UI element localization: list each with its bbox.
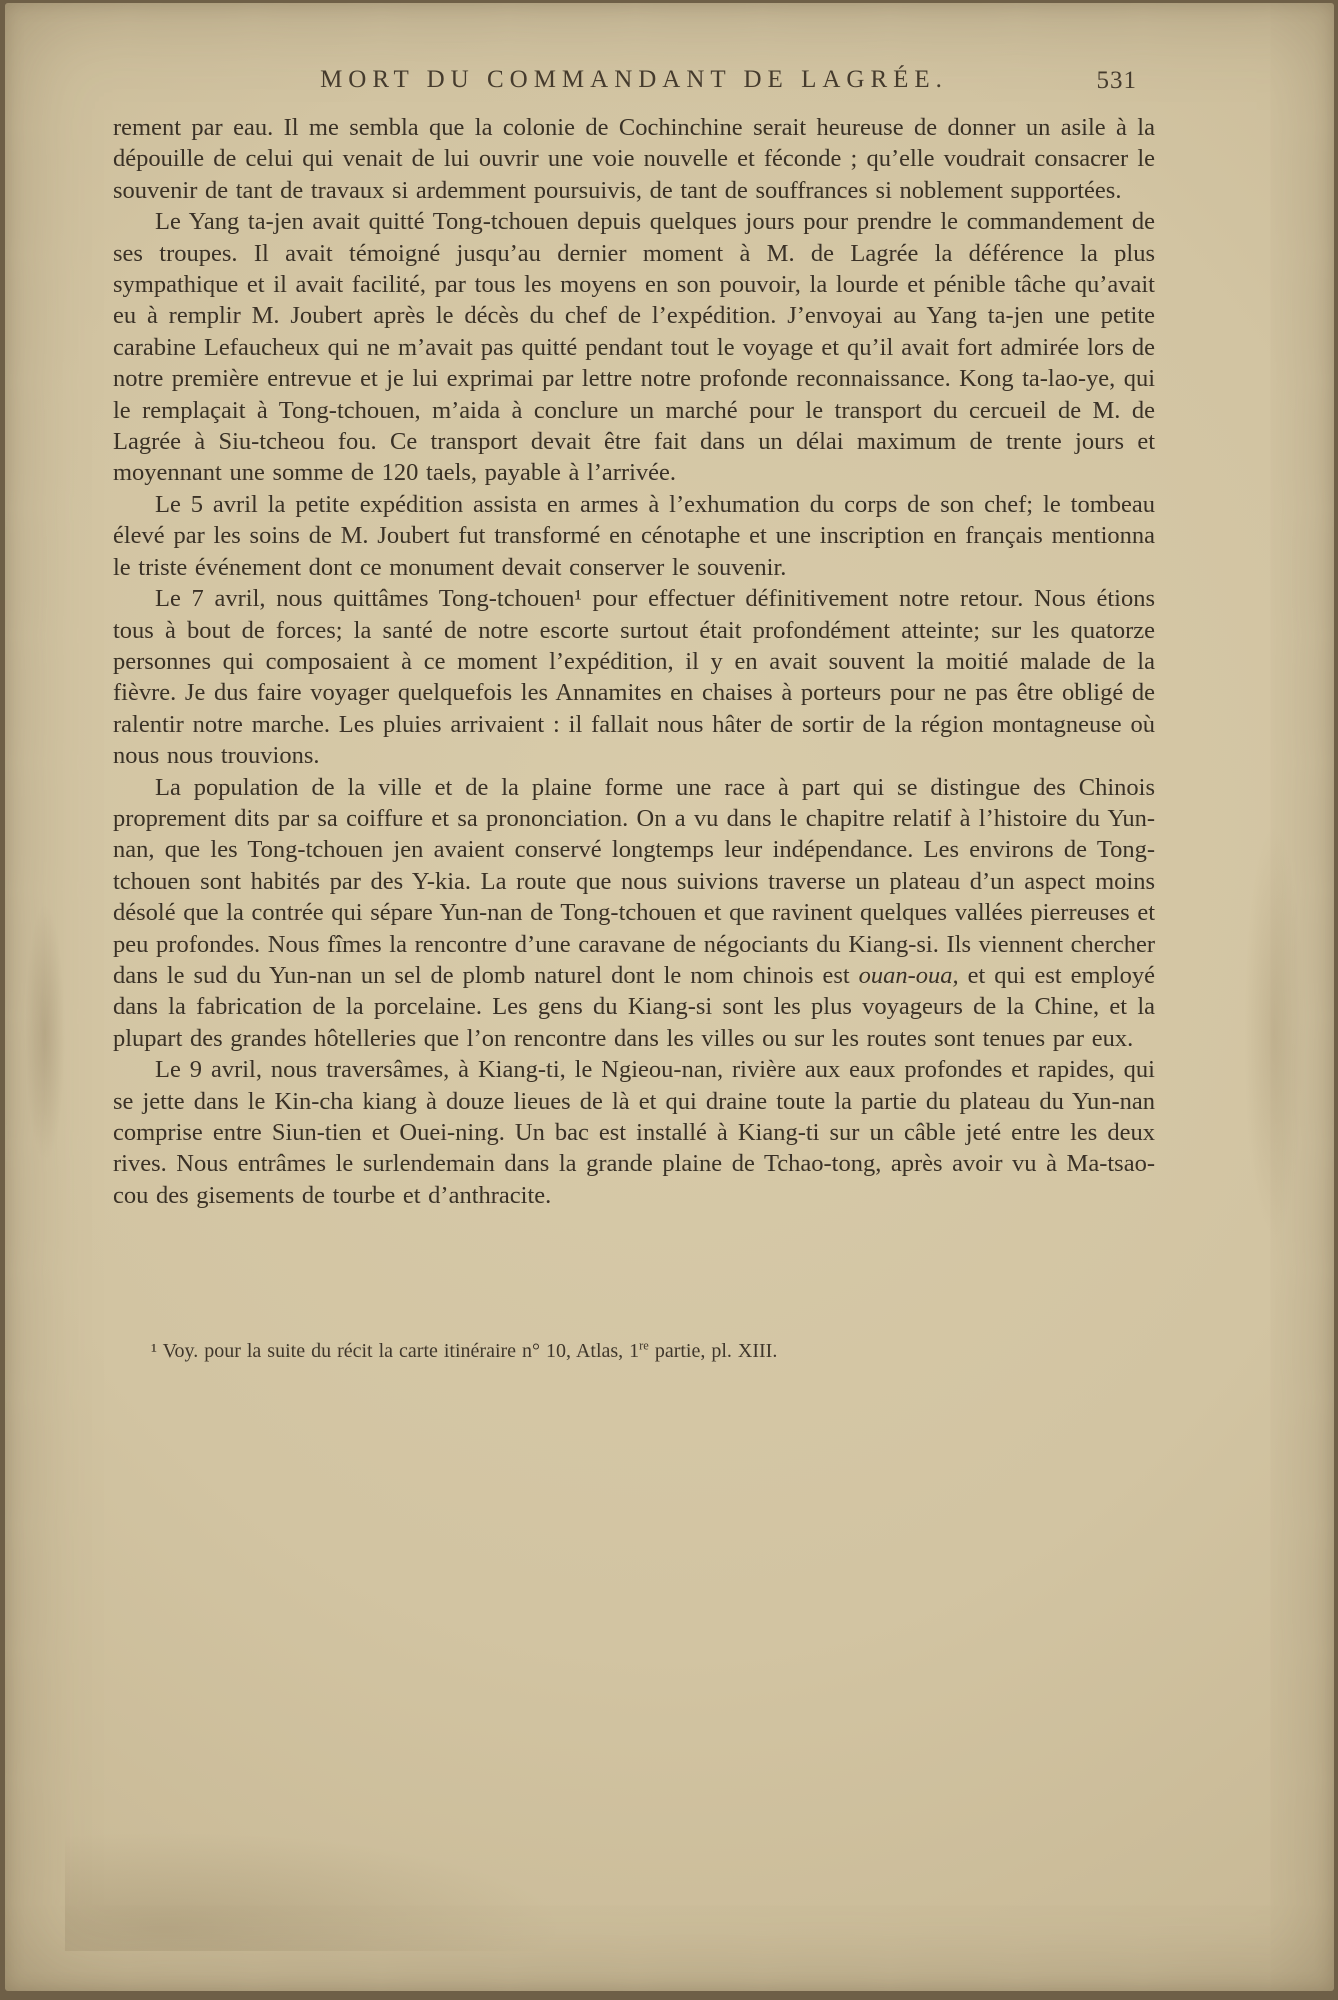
paragraph: [113, 583, 1155, 771]
text-run: ¹ Voy. pour la suite du récit la carte itinéraire n° 10, Atlas, 1: [151, 1340, 640, 1362]
text-run: et qui est employé dans la fabrication de la porcelaine. Les gens du Kiang-si sont les plus voyageurs de la Chine, et la plupart des grandes hôtelleries que l’on rencontre dans les villes ou sur les routes sont tenues par eux.: [113, 961, 1155, 1052]
footnote: [113, 1338, 1155, 1364]
paragraph: [113, 112, 1155, 206]
page-header: [113, 66, 1155, 106]
text-run: Le 5 avril la petite expédition assista en armes à l’exhumation du corps de son chef; le tombeau élevé par les soins de M. Joubert fut transformé en cénotaphe et une inscription en français mentionna le triste événement dont ce monument devait conserver le souvenir.: [113, 490, 1155, 581]
text-run: ouan-oua,: [858, 961, 959, 989]
text-run: partie, pl. XIII.: [648, 1340, 778, 1362]
paragraph: [113, 1054, 1155, 1211]
text-run: Le 7 avril, nous quittâmes Tong-tchouen¹ pour effectuer définitivement notre retour. Nous étions tous à bout de forces; la santé de notre escorte surtout était profondément atteinte; sur les quatorze personnes qui composaient à ce moment l’expédition, il y en avait souvent la moitié malade de la fièvre. Je dus faire voyager quelquefois les Annamites en chaises à porteurs pour ne pas être obligé de ralentir notre marche. Les pluies arrivaient : il fallait nous hâter de sortir de la région montagneuse où nous nous trouvions.: [113, 585, 1155, 770]
text-run: re: [639, 1338, 649, 1353]
paragraph: [113, 772, 1155, 1055]
text-run: Le 9 avril, nous traversâmes, à Kiang-ti, le Ngieou-nan, rivière aux eaux profondes et rapides, qui se jette dans le Kin-cha kiang à douze lieues de là et qui draine toute la partie du plateau du Yun-nan comprise entre Siun-tien et Ouei-ning. Un bac est installé à Kiang-ti sur un câble jeté entre les deux rives. Nous entrâmes le surlendemain dans la grande plaine de Tchao-tong, après avoir vu à Ma-tsao-cou des gisements de tourbe et d’anthracite.: [113, 1056, 1155, 1209]
page-stain: [65, 1831, 565, 1951]
page-number: 531: [1096, 67, 1137, 94]
paragraph: [113, 206, 1155, 489]
paragraph: [113, 489, 1155, 583]
page-stain: [1244, 823, 1304, 1243]
text-block: [113, 112, 1155, 1211]
text-run: Le Yang ta-jen avait quitté Tong-tchouen depuis quelques jours pour prendre le commandement de ses troupes. Il avait témoigné jusqu’au dernier moment à M. de Lagrée la déférence la plus sympathique et il avait facilité, par tous les moyens en son pouvoir, la lourde et pénible tâche qu’avait eu à remplir M. Joubert après le décès du chef de l’expédition. J’envoyai au Yang ta-jen une petite carabine Lefaucheux qui ne m’avait pas quitté pendant tout le voyage et qu’il avait fort admirée lors de notre première entrevue et je lui exprimai par lettre notre profonde reconnaissance. Kong ta-lao-ye, qui le remplaçait à Tong-tchouen, m’aida à conclure un marché pour le transport du cercueil de M. de Lagrée à Siu-tcheou fou. Ce transport devait être fait dans un délai maximum de trente jours et moyennant une somme de 120 taels, payable à l’arrivée.: [113, 208, 1155, 487]
page-stain: [25, 903, 65, 1163]
running-title: MORT DU COMMANDANT DE LAGRÉE.: [320, 66, 948, 93]
text-run: rement par eau. Il me sembla que la colonie de Cochinchine serait heureuse de donner un asile à la dépouille de celui qui venait de lui ouvrir une voie nouvelle et féconde ; qu’elle voudrait consacrer le souvenir de tant de travaux si ardemment poursuivis, de tant de souffrances si noblement supportées.: [113, 114, 1155, 204]
text-run: La population de la ville et de la plaine forme une race à part qui se distingue des Chinois proprement dits par sa coiffure et sa prononciation. On a vu dans le chapitre relatif à l’histoire du Yun-nan, que les Tong-tchouen jen avaient conservé longtemps leur indépendance. Les environs de Tong-tchouen sont habités par des Y-kia. La route que nous suivions traverse un plateau d’un aspect moins désolé que la contrée qui sépare Yun-nan de Tong-tchouen et que ravinent quelques vallées pierreuses et peu profondes. Nous fîmes la rencontre d’une caravane de négociants du Kiang-si. Ils viennent chercher dans le sud du Yun-nan un sel de plomb naturel dont le nom chinois est: [113, 773, 1155, 989]
